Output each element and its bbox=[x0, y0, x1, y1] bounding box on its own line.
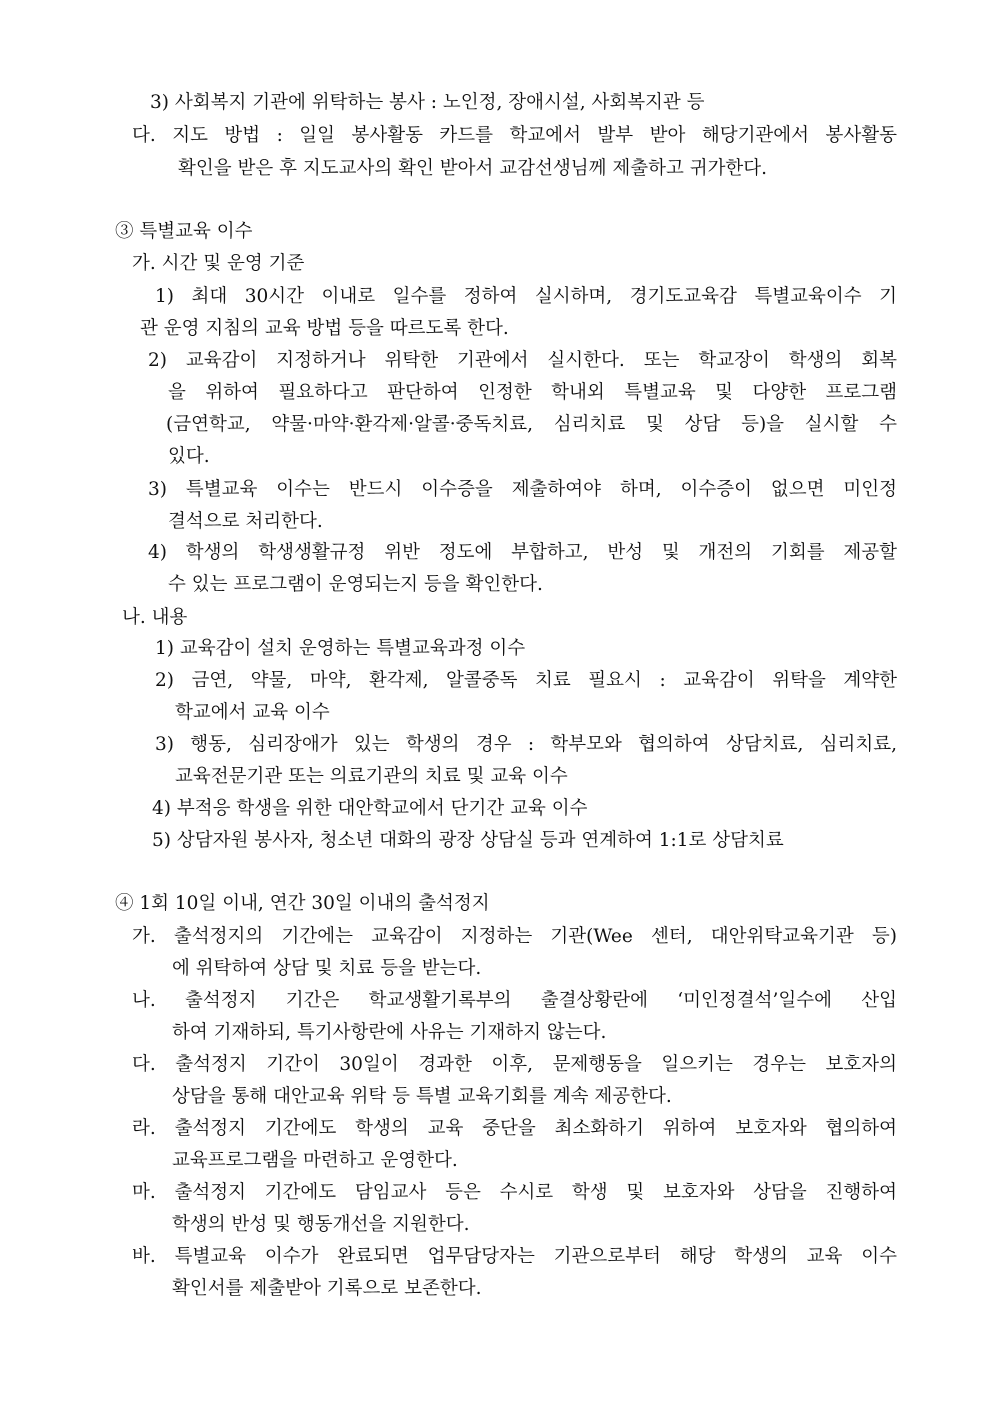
text-line: 마. 출석정지 기간에도 담임교사 등은 수시로 학생 및 보호자와 상담을 진행하여 bbox=[132, 1182, 897, 1203]
text-line: 3) 사회복지 기관에 위탁하는 봉사 : 노인정, 장애시설, 사회복지관 등 bbox=[150, 92, 705, 113]
subheading: 나. 내용 bbox=[122, 607, 188, 628]
text-line: 4) 부적응 학생을 위한 대안학교에서 단기간 교육 이수 bbox=[152, 798, 588, 819]
text-line: 을 위하여 필요하다고 판단하여 인정한 학내외 특별교육 및 다양한 프로그램 bbox=[168, 382, 897, 403]
section-heading: ③ 특별교육 이수 bbox=[115, 221, 253, 242]
text-line: 3) 특별교육 이수는 반드시 이수증을 제출하여야 하며, 이수증이 없으면 미인정 bbox=[148, 479, 897, 500]
text-line: 다. 지도 방법 : 일일 봉사활동 카드를 학교에서 발부 받아 해당기관에서 봉사활동 bbox=[132, 125, 897, 146]
text-line: 바. 특별교육 이수가 완료되면 업무담당자는 기관으로부터 해당 학생의 교육 이수 bbox=[132, 1246, 897, 1267]
text-line: 하여 기재하되, 특기사항란에 사유는 기재하지 않는다. bbox=[172, 1022, 607, 1043]
text-line: 학교에서 교육 이수 bbox=[175, 702, 330, 723]
text-line: 다. 출석정지 기간이 30일이 경과한 이후, 문제행동을 일으키는 경우는 보호자의 bbox=[132, 1054, 897, 1075]
text-line: 에 위탁하여 상담 및 치료 등을 받는다. bbox=[172, 958, 482, 979]
text-line: 상담을 통해 대안교육 위탁 등 특별 교육기회를 계속 제공한다. bbox=[172, 1086, 672, 1107]
text-line: 5) 상담자원 봉사자, 청소년 대화의 광장 상담실 등과 연계하여 1:1로 상담치료 bbox=[152, 830, 784, 851]
subheading: 가. 시간 및 운영 기준 bbox=[132, 253, 305, 274]
text-line: 4) 학생의 학생생활규정 위반 정도에 부합하고, 반성 및 개전의 기회를 제공할 bbox=[148, 542, 897, 563]
text-line: 2) 교육감이 지정하거나 위탁한 기관에서 실시한다. 또는 학교장이 학생의 회복 bbox=[148, 350, 897, 371]
text-line: 2) 금연, 약물, 마약, 환각제, 알콜중독 치료 필요시 : 교육감이 위탁을 계약한 bbox=[155, 670, 897, 691]
text-line: 확인을 받은 후 지도교사의 확인 받아서 교감선생님께 제출하고 귀가한다. bbox=[178, 158, 768, 179]
text-line: 수 있는 프로그램이 운영되는지 등을 확인한다. bbox=[168, 574, 543, 595]
text-line: 라. 출석정지 기간에도 학생의 교육 중단을 최소화하기 위하여 보호자와 협의하여 bbox=[132, 1118, 897, 1139]
text-line: (금연학교, 약물·마약·환각제·알콜·중독치료, 심리치료 및 상담 등)을 실시할 수 bbox=[166, 414, 897, 435]
text-line: 있다. bbox=[168, 446, 210, 467]
text-line: 교육전문기관 또는 의료기관의 치료 및 교육 이수 bbox=[175, 766, 568, 787]
text-line: 3) 행동, 심리장애가 있는 학생의 경우 : 학부모와 협의하여 상담치료, 심리치료, bbox=[155, 734, 897, 755]
text-line: 1) 최대 30시간 이내로 일수를 정하여 실시하며, 경기도교육감 특별교육이수 기 bbox=[155, 286, 897, 307]
section-heading: ④ 1회 10일 이내, 연간 30일 이내의 출석정지 bbox=[115, 893, 490, 914]
text-line: 확인서를 제출받아 기록으로 보존한다. bbox=[172, 1278, 482, 1299]
text-line: 나. 출석정지 기간은 학교생활기록부의 출결상황란에 ‘미인정결석’일수에 산입 bbox=[132, 990, 897, 1011]
text-line: 학생의 반성 및 행동개선을 지원한다. bbox=[172, 1214, 470, 1235]
text-line: 결석으로 처리한다. bbox=[168, 511, 323, 532]
text-line: 1) 교육감이 설치 운영하는 특별교육과정 이수 bbox=[155, 638, 526, 659]
text-line: 가. 출석정지의 기간에는 교육감이 지정하는 기관(Wee 센터, 대안위탁교육기관 등) bbox=[132, 926, 897, 947]
text-line: 관 운영 지침의 교육 방법 등을 따르도록 한다. bbox=[140, 318, 509, 339]
text-line: 교육프로그램을 마련하고 운영한다. bbox=[172, 1150, 458, 1171]
